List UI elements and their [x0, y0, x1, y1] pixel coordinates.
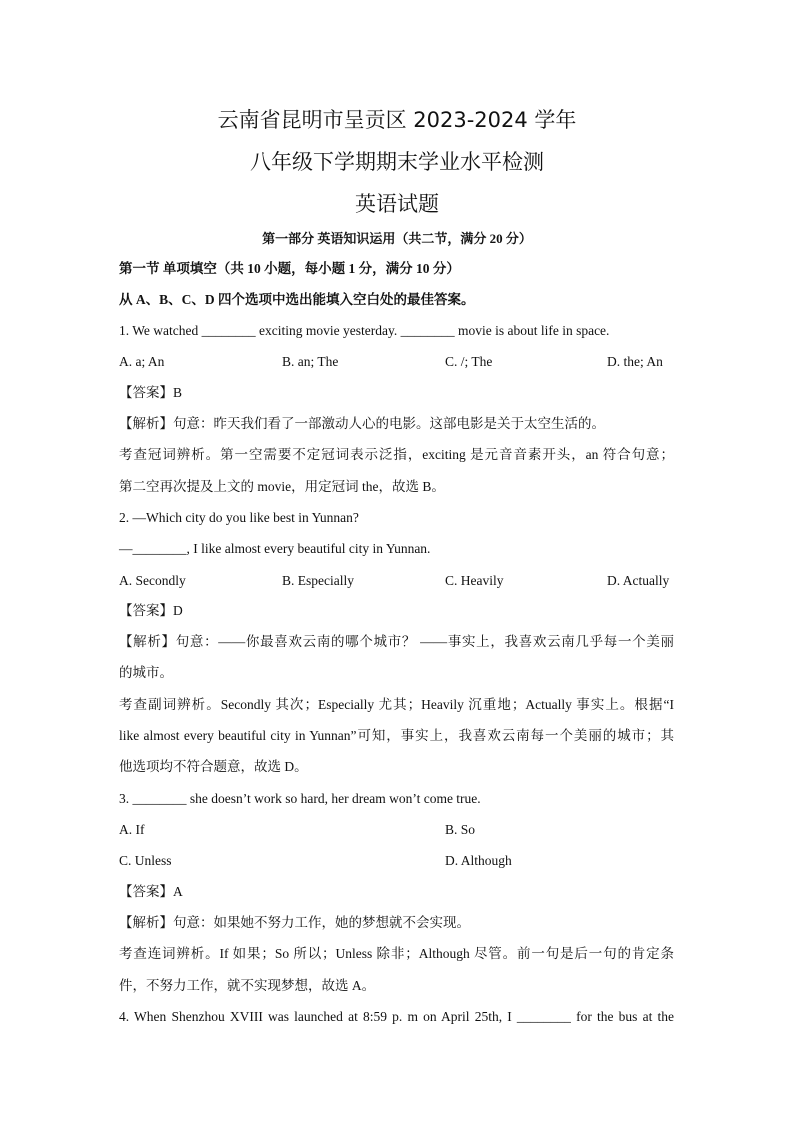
question-3-analysis-line3: 件，不努力工作，就不实现梦想，故选 A。: [119, 978, 376, 993]
question-2-option-a: A. Secondly: [119, 573, 186, 588]
question-3-analysis-line1: 【解析】句意：如果她不努力工作，她的梦想就不会实现。: [119, 915, 470, 930]
question-2-analysis-line3: 考查副词辨析。Secondly 其次；Especially 尤其；Heavily 沉重地；Actually 事实上。根据“I: [119, 697, 674, 712]
question-1-analysis-line3: 第二空再次提及上文的 movie，用定冠词 the，故选 B。: [119, 479, 445, 494]
question-1-option-d: D. the; An: [607, 354, 663, 369]
question-1-analysis-line2: 考查冠词辨析。第一空需要不定冠词表示泛指，exciting 是元音音素开头，an 符合句意；: [119, 447, 674, 462]
part-heading: 第一部分 英语知识运用（共二节，满分 20 分）: [262, 231, 532, 246]
question-2-analysis-line4: like almost every beautiful city in Yunnan”可知，事实上，我喜欢云南每一个美丽的城市；其: [119, 728, 674, 743]
question-4-stem: 4. When Shenzhou XVIII was launched at 8:59 p. m on April 25th, I ________ for the bus at the: [119, 1009, 674, 1024]
question-3-option-a: A. If: [119, 822, 145, 837]
question-1-option-a: A. a; An: [119, 354, 165, 369]
question-2-analysis-line2: 的城市。: [119, 665, 173, 680]
instruction: 从 A、B、C、D 四个选项中选出能填入空白处的最佳答案。: [119, 292, 475, 307]
question-3-answer: 【答案】A: [119, 884, 183, 899]
question-2-analysis-line1: 【解析】句意：——你最喜欢云南的哪个城市？ ——事实上，我喜欢云南几乎每一个美丽: [119, 634, 674, 649]
doc-title-line2: 八年级下学期期末学业水平检测: [250, 150, 544, 174]
question-2-analysis-line5: 他选项均不符合题意，故选 D。: [119, 759, 308, 774]
question-1-stem: 1. We watched ________ exciting movie yesterday. ________ movie is about life in space.: [119, 323, 610, 338]
question-1-option-b: B. an; The: [282, 354, 339, 369]
question-2-option-d: D. Actually: [607, 573, 670, 588]
question-1-option-c: C. /; The: [445, 354, 493, 369]
doc-title-line3: 英语试题: [355, 192, 439, 216]
question-1-answer: 【答案】B: [119, 385, 183, 400]
question-3-stem: 3. ________ she doesn’t work so hard, her dream won’t come true.: [119, 791, 481, 806]
question-3-option-c: C. Unless: [119, 853, 172, 868]
question-2-answer: 【答案】D: [119, 603, 183, 618]
doc-title-line1: 云南省昆明市呈贡区 2023-2024 学年: [217, 108, 577, 132]
question-2-stem-reply: —________, I like almost every beautiful city in Yunnan.: [119, 541, 431, 556]
section-heading: 第一节 单项填空（共 10 小题，每小题 1 分，满分 10 分）: [119, 261, 460, 276]
question-3-option-d: D. Although: [445, 853, 512, 868]
question-2-option-b: B. Especially: [282, 573, 354, 588]
question-1-analysis-line1: 【解析】句意：昨天我们看了一部激动人心的电影。这部电影是关于太空生活的。: [119, 416, 605, 431]
question-2-stem: 2. —Which city do you like best in Yunnan?: [119, 510, 359, 525]
question-3-option-b: B. So: [445, 822, 476, 837]
question-2-option-c: C. Heavily: [445, 573, 504, 588]
question-3-analysis-line2: 考查连词辨析。If 如果；So 所以；Unless 除非；Although 尽管。前一句是后一句的肯定条: [119, 946, 674, 961]
